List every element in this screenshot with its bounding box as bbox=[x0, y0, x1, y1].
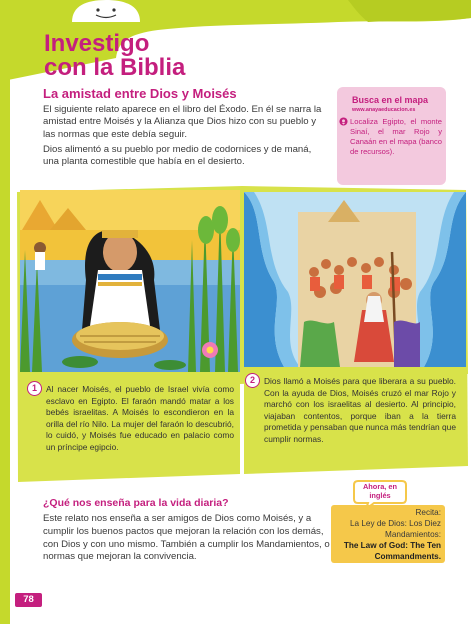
page-title bbox=[44, 32, 185, 80]
recite-label: Recita: bbox=[415, 508, 441, 517]
intro-paragraph: Dios alimentó a su pueblo por medio de codornices y de maná, una planta comestible que había en el desierto. bbox=[43, 143, 312, 168]
map-box-title: Busca en el mapa bbox=[352, 95, 429, 105]
map-box-url[interactable]: www.anayaeducacion.es bbox=[352, 107, 416, 113]
left-color-band bbox=[0, 0, 10, 624]
intro-paragraph: El siguiente relato aparece en el libro del Éxodo. En él se narra la amistad entre Moisés y la Alianza que Dios hizo con su pueblo y las normas que este debía seguir. bbox=[43, 104, 322, 140]
intro-text bbox=[43, 104, 328, 171]
section-title: La amistad entre Dios y Moisés bbox=[43, 86, 237, 101]
illustration-baby-moses bbox=[20, 190, 240, 372]
mascot-icon bbox=[68, 0, 144, 22]
map-pin-icon bbox=[339, 117, 348, 126]
lesson-text: Este relato nos enseña a ser amigos de Dios como Moisés, y a cumplir los buenos pactos que mejoran la relación con los demás, con Dios y con uno mismo. También a cumplir los Mandamientos, o normas que mejoran la convivencia. bbox=[43, 513, 330, 563]
illustration-red-sea bbox=[244, 192, 466, 367]
recite-text bbox=[333, 507, 441, 562]
caption-2: Dios llamó a Moisés para que liberara a su pueblo. Con la ayuda de Dios, Moisés cruzó el mar Rojo y marchó con los israelitas al desierto. Al principio, viajaban contentos, porque iban a la tierra prometida y pensaban que nunca más tendrían que cumplir normas. bbox=[264, 376, 456, 444]
title-line-1: Investigo bbox=[44, 30, 150, 57]
caption-number-1: 1 bbox=[27, 381, 42, 396]
caption-number-2: 2 bbox=[245, 373, 260, 388]
map-box-text: Localiza Egipto, el monte Sinaí, el mar Rojo y Canaán en el mapa (banco de recursos). bbox=[350, 117, 442, 156]
title-line-2: con la Biblia bbox=[44, 54, 186, 81]
page-number: 78 bbox=[15, 593, 42, 607]
recite-spanish: La Ley de Dios: Los Diez Mandamientos: bbox=[349, 519, 441, 539]
lesson-title: ¿Qué nos enseña para la vida diaria? bbox=[43, 497, 229, 509]
english-badge: Ahora, en inglés bbox=[362, 482, 398, 500]
recite-english: The Law of God: The Ten Commandments. bbox=[343, 541, 441, 561]
caption-1: Al nacer Moisés, el pueblo de Israel vivía como esclavo en Egipto. El faraón mandó matar a los bebés israelitas. A Moisés lo escondieron en la orilla del río Nilo. La mujer del faraón lo descubrió, lo cuidó, y Moisés fue educado en palacio como un príncipe egipcio. bbox=[46, 384, 234, 452]
